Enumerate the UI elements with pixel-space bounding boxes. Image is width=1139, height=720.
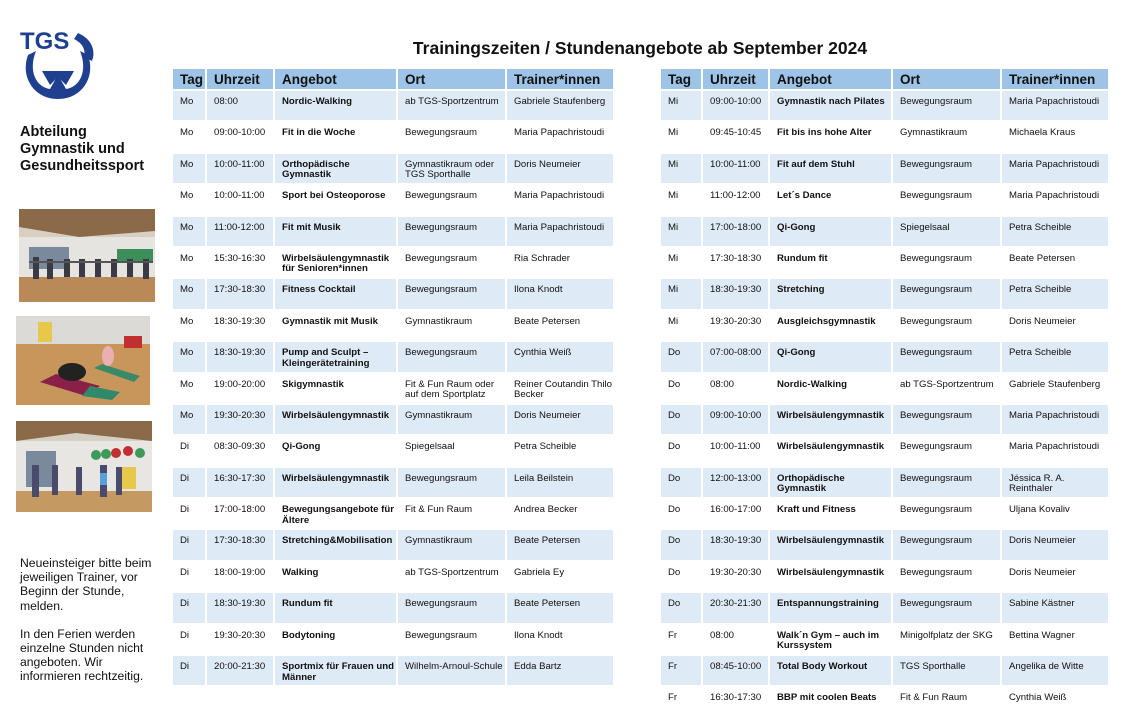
- table-row: [173, 499, 613, 528]
- time-cell: 12:00-13:00: [703, 468, 768, 497]
- column-header-day: Tag: [661, 69, 701, 89]
- offer-cell: Kraft und Fitness: [777, 504, 856, 516]
- offer-cell: Fit in die Woche: [282, 127, 356, 139]
- time-cell: 16:30-17:30: [207, 468, 273, 497]
- schedule-table-right: [659, 67, 1110, 719]
- time-cell: 19:30-20:30: [710, 315, 762, 327]
- time-cell: 07:00-08:00: [703, 342, 768, 371]
- trainer-cell: Jéssica R. A. Reinthaler: [1002, 468, 1108, 497]
- table-row: [173, 530, 613, 559]
- day-cell: Mi: [661, 154, 701, 183]
- time-cell: 08:45-10:00: [703, 656, 768, 685]
- location-cell: Minigolfplatz der SKG: [900, 629, 993, 641]
- time-cell: 19:30-20:30: [207, 405, 273, 434]
- location-cell: Bewegungsraum: [405, 127, 477, 139]
- trainer-cell: Michaela Kraus: [1009, 127, 1076, 139]
- column-header-trainer: Trainer*innen: [507, 69, 613, 89]
- day-cell: Mi: [668, 127, 679, 139]
- time-cell: 11:00-12:00: [710, 190, 761, 202]
- offer-cell: Gymnastik mit Musik: [282, 315, 378, 327]
- column-header-offer: Angebot: [275, 69, 396, 89]
- offer-cell: Sport bei Osteoporose: [282, 190, 386, 202]
- offer-cell: Wirbelsäulengymnastik: [777, 441, 885, 453]
- offer-cell: Wirbelsäulengymnastik: [770, 530, 891, 559]
- trainer-cell: Bettina Wagner: [1009, 629, 1075, 641]
- day-cell: Mo: [173, 342, 205, 371]
- trainer-cell: Angelika de Witte: [1002, 656, 1108, 685]
- table-row: [661, 185, 1108, 214]
- location-cell: Bewegungsraum: [893, 342, 1000, 371]
- offer-cell: Gymnastik nach Pilates: [770, 91, 891, 120]
- location-cell: Gymnastikraum: [900, 127, 968, 139]
- location-cell: Bewegungsraum: [893, 593, 1000, 622]
- table-row: [661, 593, 1108, 622]
- location-cell: Bewegungsraum: [893, 405, 1000, 434]
- table-row: [661, 154, 1108, 183]
- location-cell: ab TGS-Sportzentrum: [405, 566, 499, 578]
- time-cell: 17:30-18:30: [207, 279, 273, 308]
- day-cell: Mi: [668, 315, 679, 327]
- offer-cell: Stretching: [770, 279, 891, 308]
- trainer-cell: Petra Scheible: [1002, 342, 1108, 371]
- location-cell: Bewegungsraum: [405, 252, 477, 264]
- time-cell: 16:00-17:00: [710, 504, 762, 516]
- location-cell: Bewegungsraum: [405, 190, 477, 202]
- trainer-cell: Cynthia Weiß: [1009, 692, 1067, 704]
- offer-cell: Ausgleichsgymnastik: [777, 315, 876, 327]
- location-cell: Bewegungsraum: [900, 441, 972, 453]
- day-cell: Di: [180, 504, 190, 516]
- trainer-cell: Maria Papachristoudi: [1002, 405, 1108, 434]
- time-cell: 08:00: [207, 91, 273, 120]
- day-cell: Di: [180, 566, 190, 578]
- time-cell: 10:00-11:00: [703, 154, 768, 183]
- time-cell: 19:30-20:30: [710, 566, 762, 578]
- offer-cell: Pump and Sculpt – Kleingerätetraining: [275, 342, 396, 371]
- location-cell: Fit & Fun Raum: [405, 504, 473, 516]
- time-cell: 16:30-17:30: [710, 692, 762, 704]
- table-row: [173, 279, 613, 308]
- offer-cell: Rundum fit: [777, 252, 828, 264]
- table-header-row: [661, 69, 1108, 89]
- day-cell: Mo: [173, 217, 205, 246]
- table-row: [661, 279, 1108, 308]
- offer-cell: Skigymnastik: [282, 378, 344, 390]
- time-cell: 20:00-21:30: [207, 656, 273, 685]
- table-row: [661, 530, 1108, 559]
- time-cell: 20:30-21:30: [703, 593, 768, 622]
- time-cell: 17:00-18:00: [214, 504, 266, 516]
- location-cell: Gymnastikraum oder TGS Sporthalle: [398, 154, 505, 183]
- offer-cell: Rundum fit: [275, 593, 396, 622]
- offer-cell: Orthopädische Gymnastik: [770, 468, 891, 497]
- table-row: [173, 311, 613, 340]
- table-row: [173, 656, 613, 685]
- column-header-location: Ort: [398, 69, 505, 89]
- table-row: [661, 656, 1108, 685]
- trainer-cell: Petra Scheible: [514, 441, 577, 453]
- table-row: [173, 248, 613, 277]
- location-cell: Bewegungsraum: [398, 593, 505, 622]
- offer-cell: Nordic-Walking: [275, 91, 396, 120]
- day-cell: Fr: [668, 692, 678, 704]
- table-row: [661, 342, 1108, 371]
- time-cell: 08:00: [710, 629, 735, 641]
- trainer-cell: Petra Scheible: [1002, 279, 1108, 308]
- day-cell: Mi: [661, 279, 701, 308]
- time-cell: 08:30-09:30: [214, 441, 266, 453]
- trainer-cell: Beate Petersen: [514, 315, 581, 327]
- column-header-trainer: Trainer*innen: [1002, 69, 1108, 89]
- table-row: [173, 217, 613, 246]
- trainer-cell: Sabine Kästner: [1002, 593, 1108, 622]
- day-cell: Di: [180, 629, 190, 641]
- trainer-cell: Gabriele Staufenberg: [1009, 378, 1101, 390]
- day-cell: Fr: [668, 629, 678, 641]
- time-cell: 17:30-18:30: [207, 530, 273, 559]
- offer-cell: Nordic-Walking: [777, 378, 847, 390]
- day-cell: Mo: [180, 378, 194, 390]
- day-cell: Mo: [173, 279, 205, 308]
- location-cell: Bewegungsraum: [893, 468, 1000, 497]
- offer-cell: Orthopädische Gymnastik: [275, 154, 396, 183]
- trainer-cell: Maria Papachristoudi: [507, 217, 613, 246]
- day-cell: Do: [661, 468, 701, 497]
- time-cell: 09:00-10:00: [214, 127, 266, 139]
- table-row: [661, 562, 1108, 591]
- offer-cell: Wirbelsäulengymnastik: [777, 566, 885, 578]
- trainer-cell: Doris Neumeier: [507, 154, 613, 183]
- time-cell: 18:30-19:30: [703, 279, 768, 308]
- table-row: [661, 405, 1108, 434]
- table-row: [661, 468, 1108, 497]
- offer-cell: Total Body Workout: [770, 656, 891, 685]
- day-cell: Di: [180, 441, 190, 453]
- trainer-cell: Petra Scheible: [1002, 217, 1108, 246]
- location-cell: Wilhelm-Arnoul-Schule: [398, 656, 505, 685]
- offer-cell: Bodytoning: [282, 629, 336, 641]
- trainer-cell: Doris Neumeier: [1009, 315, 1076, 327]
- trainer-cell: Leila Beilstein: [507, 468, 613, 497]
- department-line: Abteilung: [20, 124, 87, 140]
- note-newcomers: Neueinsteiger bitte beim jeweiligen Trainer, vor Beginn der Stunde, melden.: [20, 556, 152, 613]
- trainer-cell: Maria Papachristoudi: [1002, 154, 1108, 183]
- trainer-cell: Andrea Becker: [514, 504, 578, 516]
- location-cell: Spiegelsaal: [893, 217, 1000, 246]
- time-cell: 10:00-11:00: [710, 441, 761, 453]
- time-cell: 09:00-10:00: [703, 405, 768, 434]
- location-cell: Bewegungsraum: [398, 342, 505, 371]
- offer-cell: Wirbelsäulengymnastik für Senioren*innen: [282, 252, 390, 275]
- trainer-cell: Maria Papachristoudi: [1002, 91, 1108, 120]
- location-cell: Bewegungsraum: [900, 190, 972, 202]
- table-row: [661, 311, 1108, 340]
- trainer-cell: Beate Petersen: [1009, 252, 1076, 264]
- trainer-cell: Beate Petersen: [507, 593, 613, 622]
- day-cell: Do: [661, 593, 701, 622]
- offer-cell: Fit auf dem Stuhl: [770, 154, 891, 183]
- trainer-cell: Ilona Knodt: [514, 629, 563, 641]
- offer-cell: Walking: [282, 566, 319, 578]
- time-cell: 17:30-18:30: [710, 252, 762, 264]
- table-row: [173, 436, 613, 465]
- time-cell: 18:30-19:30: [207, 593, 273, 622]
- offer-cell: Qi-Gong: [770, 342, 891, 371]
- table-row: [173, 468, 613, 497]
- trainer-cell: Maria Papachristoudi: [1009, 441, 1100, 453]
- location-cell: Fit & Fun Raum oder auf dem Sportplatz: [405, 378, 495, 401]
- location-cell: Bewegungsraum: [893, 91, 1000, 120]
- day-cell: Do: [668, 378, 681, 390]
- location-cell: Bewegungsraum: [405, 629, 477, 641]
- tgs-logo-icon: [18, 27, 98, 103]
- location-cell: Bewegungsraum: [398, 217, 505, 246]
- day-cell: Di: [173, 468, 205, 497]
- location-cell: Bewegungsraum: [900, 315, 972, 327]
- table-row: [661, 374, 1108, 403]
- table-row: [661, 625, 1108, 654]
- location-cell: Bewegungsraum: [893, 154, 1000, 183]
- trainer-cell: Reiner Coutandin Thilo Becker: [514, 378, 612, 401]
- column-header-location: Ort: [893, 69, 1000, 89]
- trainer-cell: Doris Neumeier: [1002, 530, 1108, 559]
- day-cell: Mi: [661, 217, 701, 246]
- day-cell: Mi: [668, 190, 679, 202]
- time-cell: 17:00-18:00: [703, 217, 768, 246]
- time-cell: 10:00-11:00: [214, 190, 265, 202]
- table-row: [661, 436, 1108, 465]
- offer-cell: Let´s Dance: [777, 190, 832, 202]
- day-cell: Mo: [173, 405, 205, 434]
- logo-text: TGS: [20, 28, 70, 55]
- offer-cell: BBP mit coolen Beats: [777, 692, 877, 704]
- location-cell: Fit & Fun Raum: [900, 692, 968, 704]
- table-row: [173, 154, 613, 183]
- day-cell: Do: [661, 530, 701, 559]
- table-row: [173, 405, 613, 434]
- column-header-offer: Angebot: [770, 69, 891, 89]
- trainer-cell: Doris Neumeier: [1009, 566, 1076, 578]
- trainer-cell: Ilona Knodt: [507, 279, 613, 308]
- time-cell: 09:45-10:45: [710, 127, 762, 139]
- mat-exercise-photo-icon: [16, 316, 150, 405]
- time-cell: 18:30-19:30: [207, 342, 273, 371]
- offer-cell: Qi-Gong: [770, 217, 891, 246]
- time-cell: 08:00: [710, 378, 735, 390]
- time-cell: 11:00-12:00: [207, 217, 273, 246]
- time-cell: 18:30-19:30: [214, 315, 266, 327]
- offer-cell: Wirbelsäulengymnastik: [275, 405, 396, 434]
- table-row: [173, 593, 613, 622]
- day-cell: Mi: [668, 252, 679, 264]
- table-row: [661, 499, 1108, 528]
- offer-cell: Fit bis ins hohe Alter: [777, 127, 872, 139]
- time-cell: 09:00-10:00: [703, 91, 768, 120]
- trainer-cell: Edda Bartz: [507, 656, 613, 685]
- day-cell: Do: [668, 504, 681, 516]
- notes: [20, 556, 160, 698]
- table-row: [173, 91, 613, 120]
- day-cell: Mi: [661, 91, 701, 120]
- department-line: Gesundheitssport: [20, 158, 145, 174]
- schedule-table-left: [171, 67, 615, 687]
- table-header-row: [173, 69, 613, 89]
- balance-exercise-photo-icon: [16, 421, 152, 512]
- offer-cell: Entspannungstraining: [770, 593, 891, 622]
- day-cell: Mo: [173, 154, 205, 183]
- time-cell: 19:30-20:30: [214, 629, 266, 641]
- column-header-time: Uhrzeit: [207, 69, 273, 89]
- location-cell: Bewegungsraum: [398, 279, 505, 308]
- day-cell: Mo: [180, 190, 194, 202]
- offer-cell: Wirbelsäulengymnastik: [770, 405, 891, 434]
- trainer-cell: Doris Neumeier: [507, 405, 613, 434]
- location-cell: TGS Sporthalle: [893, 656, 1000, 685]
- trainer-cell: Maria Papachristoudi: [514, 190, 605, 202]
- offer-cell: Fit mit Musik: [275, 217, 396, 246]
- table-row: [173, 562, 613, 591]
- day-cell: Do: [661, 342, 701, 371]
- department-line: Gymnastik und: [20, 141, 125, 157]
- trainer-cell: Maria Papachristoudi: [1009, 190, 1100, 202]
- offer-cell: Sportmix für Frauen und Männer: [275, 656, 396, 685]
- day-cell: Di: [173, 656, 205, 685]
- offer-cell: Walk´n Gym – auch im Kurssystem: [777, 629, 880, 652]
- trainer-cell: Gabriela Ey: [514, 566, 565, 578]
- page-title: Trainingszeiten / Stundenangebote ab September 2024: [412, 38, 868, 58]
- column-header-day: Tag: [173, 69, 205, 89]
- location-cell: Bewegungsraum: [893, 530, 1000, 559]
- location-cell: Gymnastikraum: [405, 315, 473, 327]
- time-cell: 18:30-19:30: [703, 530, 768, 559]
- location-cell: Bewegungsraum: [900, 504, 972, 516]
- table-row: [173, 122, 613, 151]
- day-cell: Do: [668, 441, 681, 453]
- offer-cell: Stretching&Mobilisation: [275, 530, 396, 559]
- location-cell: Bewegungsraum: [893, 279, 1000, 308]
- department-name: [20, 124, 170, 175]
- offer-cell: Qi-Gong: [282, 441, 321, 453]
- time-cell: 15:30-16:30: [214, 252, 266, 264]
- offer-cell: Bewegungsangebote für Ältere: [282, 504, 394, 526]
- location-cell: Gymnastikraum: [398, 405, 505, 434]
- trainer-cell: Maria Papachristoudi: [514, 127, 605, 139]
- day-cell: Mo: [180, 127, 194, 139]
- column-header-time: Uhrzeit: [703, 69, 768, 89]
- table-row: [661, 248, 1108, 277]
- trainer-cell: Uljana Kovaliv: [1009, 504, 1070, 516]
- time-cell: 18:00-19:00: [214, 566, 266, 578]
- day-cell: Do: [661, 405, 701, 434]
- location-cell: Gymnastikraum: [398, 530, 505, 559]
- day-cell: Mo: [173, 91, 205, 120]
- table-row: [173, 185, 613, 214]
- location-cell: Bewegungsraum: [900, 566, 972, 578]
- day-cell: Mo: [180, 252, 194, 264]
- location-cell: ab TGS-Sportzentrum: [900, 378, 994, 390]
- note-holidays: In den Ferien werden einzelne Stunden nicht angeboten. Wir informieren rechtzeitig.: [20, 626, 144, 684]
- table-row: [661, 122, 1108, 151]
- location-cell: Bewegungsraum: [398, 468, 505, 497]
- trainer-cell: Gabriele Staufenberg: [507, 91, 613, 120]
- location-cell: Spiegelsaal: [405, 441, 455, 453]
- trainer-cell: Beate Petersen: [507, 530, 613, 559]
- day-cell: Fr: [661, 656, 701, 685]
- gym-group-photo-icon: [19, 209, 155, 302]
- location-cell: ab TGS-Sportzentrum: [398, 91, 505, 120]
- table-row: [173, 342, 613, 371]
- table-row: [173, 374, 613, 403]
- day-cell: Mo: [180, 315, 194, 327]
- day-cell: Di: [173, 593, 205, 622]
- table-row: [173, 625, 613, 654]
- time-cell: 19:00-20:00: [214, 378, 266, 390]
- day-cell: Di: [173, 530, 205, 559]
- table-row: [661, 217, 1108, 246]
- time-cell: 10:00-11:00: [207, 154, 273, 183]
- table-row: [661, 91, 1108, 120]
- location-cell: Bewegungsraum: [900, 252, 972, 264]
- offer-cell: Fitness Cocktail: [275, 279, 396, 308]
- trainer-cell: Cynthia Weiß: [507, 342, 613, 371]
- day-cell: Do: [668, 566, 681, 578]
- offer-cell: Wirbelsäulengymnastik: [275, 468, 396, 497]
- trainer-cell: Ria Schrader: [514, 252, 570, 264]
- table-row: [661, 687, 1108, 716]
